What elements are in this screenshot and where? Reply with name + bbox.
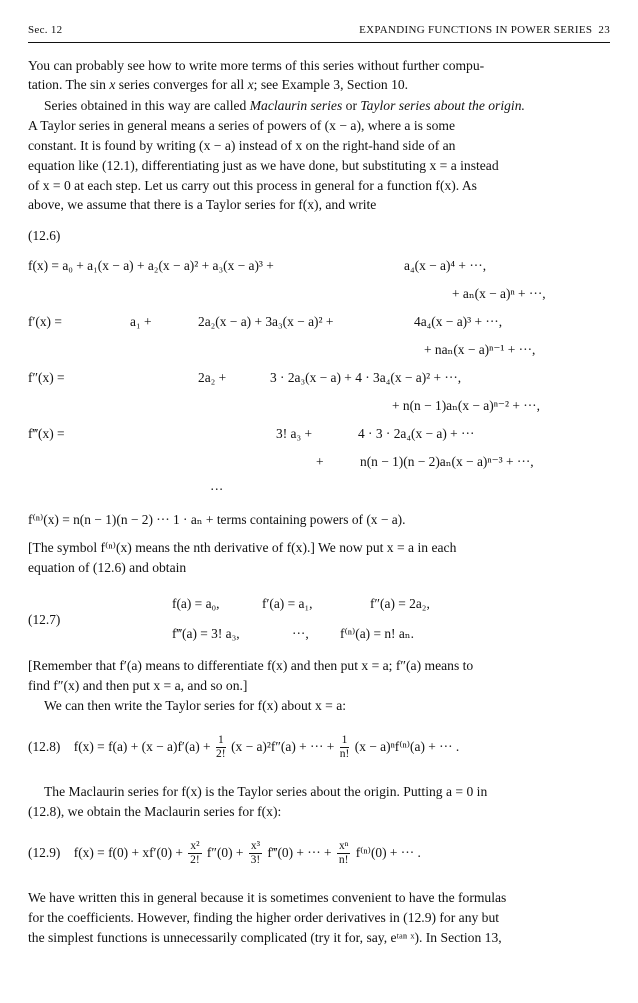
eq-12-6-row9: f⁽ⁿ⁾(x) = n(n − 1)(n − 2) ··· 1 · aₙ + terms containing powers of (x − a). — [28, 512, 406, 527]
eq-12-9-label: (12.9) — [28, 845, 61, 860]
para4-line2: find f″(x) and then put x = a, and so on.] — [28, 678, 248, 693]
para3-line1: [The symbol f⁽ⁿ⁾(x) means the nth derivative of f(x).] We now put x = a in each — [28, 540, 457, 555]
eq-12-7-r1b: f′(a) = a₁, — [262, 596, 313, 611]
para2-line2: A Taylor series in general means a series of powers of (x − a), where a is some — [28, 118, 455, 133]
para5-line2: (12.8), we obtain the Maclaurin series for f(x): — [28, 804, 282, 819]
frac-xn-over-nfact: $\frac{\text{xⁿ}}{n!}$ — [338, 840, 349, 867]
eq-12-6-row3b: a₁ + — [130, 314, 152, 329]
running-header — [28, 24, 610, 40]
eq-12-6-row5c: 3 · 2a₃(x − a) + 4 · 3a₄(x − a)² + ···, — [270, 370, 462, 385]
header-rule — [28, 42, 610, 43]
eq-12-9: (12.9) f(x) = f(0) + xf′(0) + $\frac{\text{x²}}{2!}$ f″(0) + $\frac{\text{x³}}{3!}$ f‴(0) + ··· + $\frac{\text{xⁿ}}{n!}$ f⁽ⁿ⁾(0) + ··· . — [28, 840, 421, 867]
para3-line2: equation of (12.6) and obtain — [28, 560, 187, 575]
frac-1-over-nfact: $\frac{1}{n!}$ — [339, 734, 350, 761]
header-title-page — [359, 24, 610, 36]
para4-line1: [Remember that f′(a) means to differentiate f(x) and then put x = a; f″(a) means to — [28, 658, 474, 673]
eq-12-7-r1c: f″(a) = 2a₂, — [370, 596, 430, 611]
eq-12-6-row3d: 4a₄(x − a)³ + ···, — [414, 314, 503, 329]
eq-12-7-r2a: f‴(a) = 3! a₃, — [172, 626, 240, 641]
eq-12-6-row8a: + — [316, 454, 324, 469]
para6-line2: for the coefficients. However, finding the higher order derivatives in (12.9) for any but — [28, 910, 500, 925]
eq-12-6-vdots: ··· — [210, 482, 224, 497]
eq-12-6-row3c: 2a₂(x − a) + 3a₃(x − a)² + — [198, 314, 334, 329]
frac-1-over-2fact: $\frac{1}{2!}$ — [216, 734, 226, 761]
eq-12-6-row5a: f″(x) = — [28, 370, 65, 385]
eq-12-8-label: (12.8) — [28, 739, 61, 754]
eq-12-6-row3a: f′(x) = — [28, 314, 62, 329]
para2-line3: constant. It is found by writing (x − a) instead of x on the right-hand side of an — [28, 138, 456, 153]
eq-12-7-label: (12.7) — [28, 612, 61, 627]
para1-line2: tation. The sin x series converges for all x; see Example 3, Section 10. — [28, 77, 409, 92]
eq-12-6-row5b: 2a₂ + — [198, 370, 227, 385]
frac-x3-over-3fact: $\frac{\text{x³}}{3!}$ — [250, 840, 261, 867]
para2-line6: above, we assume that there is a Taylor series for f(x), and write — [28, 197, 377, 212]
page-number: 23 — [598, 24, 610, 36]
para4-line3: We can then write the Taylor series for f(x) about x = a: — [44, 698, 347, 713]
eq-12-6-row6: + n(n − 1)aₙ(x − a)ⁿ⁻² + ···, — [392, 398, 540, 413]
eq-12-6-row4: + naₙ(x − a)ⁿ⁻¹ + ···, — [424, 342, 536, 357]
para5-line1: The Maclaurin series for f(x) is the Taylor series about the origin. Putting a = 0 in — [44, 784, 488, 799]
eq-12-6-row7c: 4 · 3 · 2a₄(x − a) + ··· — [358, 426, 475, 441]
eq-12-7-r2b: ···, — [292, 626, 309, 641]
para2-line5: of x = 0 at each step. Let us carry out this process in general for a function f(x). As — [28, 178, 477, 193]
eq-12-6-row8b: n(n − 1)(n − 2)aₙ(x − a)ⁿ⁻³ + ···, — [360, 454, 534, 469]
frac-x2-over-2fact: $\frac{\text{x²}}{2!}$ — [190, 840, 200, 867]
para6-line3: the simplest functions is unnecessarily complicated (try it for, say, eᵗᵃⁿ ˣ). In Section 13, — [28, 930, 502, 945]
eq-12-6-row7a: f‴(x) = — [28, 426, 65, 441]
para2-line1: Series obtained in this way are called Maclaurin series or Taylor series about the origin. — [44, 98, 525, 113]
header-title: EXPANDING FUNCTIONS IN POWER SERIES — [359, 24, 593, 36]
eq-12-6-row7b: 3! a₃ + — [276, 426, 313, 441]
eq-12-6-row2: + aₙ(x − a)ⁿ + ···, — [452, 286, 546, 301]
para2-line4: equation like (12.1), differentiating just as we have done, but substituting x = a instead — [28, 158, 499, 173]
eq-12-8: (12.8) f(x) = f(a) + (x − a)f′(a) + $\frac{1}{2!}$ (x − a)²f″(a) + ··· + $\frac{1}{n!}$ (x − a)ⁿf⁽ⁿ⁾(a) + ··· . — [28, 734, 460, 761]
eq-12-6-row1: f(x) = a₀ + a₁(x − a) + a₂(x − a)² + a₃(x − a)³ + — [28, 258, 274, 273]
para1-line1: You can probably see how to write more terms of this series without further compu- — [28, 58, 485, 73]
eq-12-7-r2c: f⁽ⁿ⁾(a) = n! aₙ. — [340, 626, 414, 641]
eq-12-6-row1b: a₄(x − a)⁴ + ···, — [404, 258, 487, 273]
section-label: Sec. 12 — [28, 24, 63, 36]
eq-12-7-r1a: f(a) = a₀, — [172, 596, 220, 611]
para6-line1: We have written this in general because it is sometimes convenient to have the formulas — [28, 890, 507, 905]
eq-12-6-label: (12.6) — [28, 228, 61, 243]
